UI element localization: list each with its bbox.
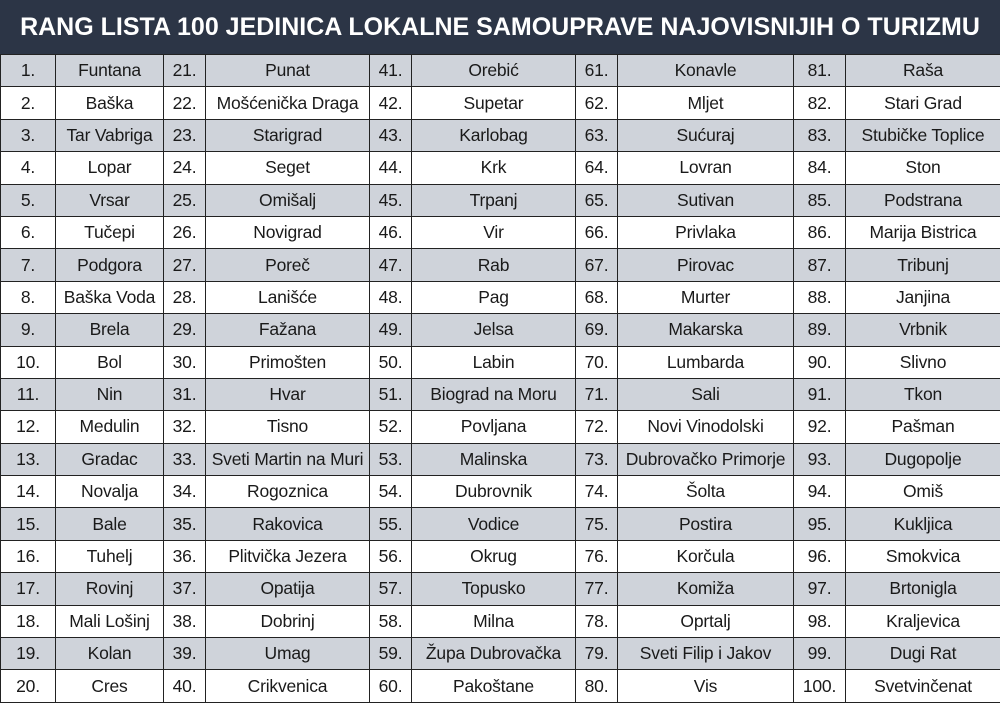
rank-number: 100. [794,670,846,702]
rank-number: 70. [576,346,618,378]
rank-number: 54. [370,476,412,508]
municipality-name: Sveti Martin na Muri [206,443,370,475]
rank-number: 2. [1,87,56,119]
rank-number: 15. [1,508,56,540]
ranking-table-body [1,55,1000,703]
rank-number: 33. [164,443,206,475]
rank-number: 44. [370,152,412,184]
municipality-name: Makarska [618,314,794,346]
rank-number: 73. [576,443,618,475]
rank-number: 97. [794,573,846,605]
rank-number: 81. [794,55,846,87]
municipality-name: Rovinj [56,573,164,605]
table-row [1,378,1000,410]
municipality-name: Baška [56,87,164,119]
rank-number: 74. [576,476,618,508]
rank-number: 27. [164,249,206,281]
rank-number: 83. [794,119,846,151]
rank-number: 86. [794,216,846,248]
municipality-name: Dugopolje [846,443,1000,475]
rank-number: 20. [1,670,56,702]
table-row [1,508,1000,540]
rank-number: 8. [1,281,56,313]
municipality-name: Plitvička Jezera [206,540,370,572]
rank-number: 62. [576,87,618,119]
rank-number: 80. [576,670,618,702]
municipality-name: Lanišće [206,281,370,313]
rank-number: 66. [576,216,618,248]
municipality-name: Bol [56,346,164,378]
rank-number: 98. [794,605,846,637]
municipality-name: Pakoštane [412,670,576,702]
rank-number: 9. [1,314,56,346]
table-row [1,605,1000,637]
rank-number: 82. [794,87,846,119]
municipality-name: Crikvenica [206,670,370,702]
rank-number: 36. [164,540,206,572]
rank-number: 84. [794,152,846,184]
municipality-name: Trpanj [412,184,576,216]
rank-number: 7. [1,249,56,281]
rank-number: 41. [370,55,412,87]
municipality-name: Brela [56,314,164,346]
municipality-name: Gradac [56,443,164,475]
municipality-name: Okrug [412,540,576,572]
rank-number: 32. [164,411,206,443]
municipality-name: Bale [56,508,164,540]
municipality-name: Pašman [846,411,1000,443]
municipality-name: Jelsa [412,314,576,346]
municipality-name: Rogoznica [206,476,370,508]
municipality-name: Rab [412,249,576,281]
rank-number: 76. [576,540,618,572]
rank-number: 71. [576,378,618,410]
rank-number: 52. [370,411,412,443]
municipality-name: Topusko [412,573,576,605]
municipality-name: Ston [846,152,1000,184]
municipality-name: Murter [618,281,794,313]
table-row [1,55,1000,87]
rank-number: 75. [576,508,618,540]
municipality-name: Milna [412,605,576,637]
municipality-name: Novi Vinodolski [618,411,794,443]
municipality-name: Karlobag [412,119,576,151]
rank-number: 96. [794,540,846,572]
rank-number: 35. [164,508,206,540]
municipality-name: Sveti Filip i Jakov [618,638,794,670]
rank-number: 37. [164,573,206,605]
rank-number: 56. [370,540,412,572]
rank-number: 49. [370,314,412,346]
rank-number: 65. [576,184,618,216]
municipality-name: Hvar [206,378,370,410]
rank-number: 63. [576,119,618,151]
table-row [1,443,1000,475]
municipality-name: Kukljica [846,508,1000,540]
municipality-name: Novigrad [206,216,370,248]
municipality-name: Sućuraj [618,119,794,151]
municipality-name: Stari Grad [846,87,1000,119]
rank-number: 23. [164,119,206,151]
municipality-name: Župa Dubrovačka [412,638,576,670]
rank-number: 64. [576,152,618,184]
rank-number: 61. [576,55,618,87]
table-row [1,476,1000,508]
municipality-name: Poreč [206,249,370,281]
municipality-name: Dugi Rat [846,638,1000,670]
table-row [1,152,1000,184]
municipality-name: Novalja [56,476,164,508]
rank-number: 21. [164,55,206,87]
rank-number: 53. [370,443,412,475]
rank-number: 22. [164,87,206,119]
municipality-name: Lumbarda [618,346,794,378]
municipality-name: Vis [618,670,794,702]
municipality-name: Marija Bistrica [846,216,1000,248]
municipality-name: Smokvica [846,540,1000,572]
municipality-name: Janjina [846,281,1000,313]
table-row [1,638,1000,670]
rank-number: 38. [164,605,206,637]
rank-number: 91. [794,378,846,410]
rank-number: 18. [1,605,56,637]
rank-number: 42. [370,87,412,119]
municipality-name: Tučepi [56,216,164,248]
municipality-name: Funtana [56,55,164,87]
municipality-name: Malinska [412,443,576,475]
rank-number: 51. [370,378,412,410]
rank-number: 90. [794,346,846,378]
municipality-name: Kolan [56,638,164,670]
rank-number: 85. [794,184,846,216]
municipality-name: Medulin [56,411,164,443]
municipality-name: Mali Lošinj [56,605,164,637]
table-row [1,119,1000,151]
table-row [1,540,1000,572]
rank-number: 3. [1,119,56,151]
municipality-name: Vrsar [56,184,164,216]
municipality-name: Nin [56,378,164,410]
rank-number: 78. [576,605,618,637]
rank-number: 58. [370,605,412,637]
rank-number: 55. [370,508,412,540]
municipality-name: Starigrad [206,119,370,151]
rank-number: 39. [164,638,206,670]
municipality-name: Pag [412,281,576,313]
table-row [1,87,1000,119]
table-row [1,184,1000,216]
rank-number: 29. [164,314,206,346]
page-title: RANG LISTA 100 JEDINICA LOKALNE SAMOUPRAVE NAJOVISNIJIH O TURIZMU [0,0,1000,54]
municipality-name: Primošten [206,346,370,378]
municipality-name: Tribunj [846,249,1000,281]
rank-number: 26. [164,216,206,248]
table-row [1,573,1000,605]
municipality-name: Komiža [618,573,794,605]
municipality-name: Podgora [56,249,164,281]
municipality-name: Baška Voda [56,281,164,313]
municipality-name: Tuhelj [56,540,164,572]
municipality-name: Umag [206,638,370,670]
rank-number: 87. [794,249,846,281]
rank-number: 77. [576,573,618,605]
rank-number: 14. [1,476,56,508]
rank-number: 40. [164,670,206,702]
rank-number: 72. [576,411,618,443]
municipality-name: Rakovica [206,508,370,540]
rank-number: 6. [1,216,56,248]
municipality-name: Lovran [618,152,794,184]
rank-number: 30. [164,346,206,378]
municipality-name: Privlaka [618,216,794,248]
rank-number: 10. [1,346,56,378]
rank-number: 45. [370,184,412,216]
rank-number: 5. [1,184,56,216]
municipality-name: Postira [618,508,794,540]
municipality-name: Seget [206,152,370,184]
municipality-name: Labin [412,346,576,378]
municipality-name: Slivno [846,346,1000,378]
rank-number: 94. [794,476,846,508]
municipality-name: Sali [618,378,794,410]
rank-number: 47. [370,249,412,281]
table-row [1,249,1000,281]
municipality-name: Omišalj [206,184,370,216]
table-row [1,314,1000,346]
municipality-name: Krk [412,152,576,184]
table-row [1,411,1000,443]
rank-number: 34. [164,476,206,508]
municipality-name: Vir [412,216,576,248]
ranking-table [0,54,1000,703]
municipality-name: Konavle [618,55,794,87]
rank-number: 1. [1,55,56,87]
rank-number: 24. [164,152,206,184]
municipality-name: Cres [56,670,164,702]
municipality-name: Omiš [846,476,1000,508]
rank-number: 50. [370,346,412,378]
rank-number: 25. [164,184,206,216]
rank-number: 48. [370,281,412,313]
table-row [1,281,1000,313]
rank-number: 17. [1,573,56,605]
municipality-name: Tar Vabriga [56,119,164,151]
rank-number: 95. [794,508,846,540]
rank-number: 60. [370,670,412,702]
rank-number: 43. [370,119,412,151]
municipality-name: Svetvinčenat [846,670,1000,702]
municipality-name: Raša [846,55,1000,87]
rank-number: 59. [370,638,412,670]
municipality-name: Dobrinj [206,605,370,637]
municipality-name: Podstrana [846,184,1000,216]
rank-number: 11. [1,378,56,410]
municipality-name: Fažana [206,314,370,346]
municipality-name: Tkon [846,378,1000,410]
municipality-name: Dubrovačko Primorje [618,443,794,475]
municipality-name: Punat [206,55,370,87]
municipality-name: Mošćenička Draga [206,87,370,119]
table-row [1,346,1000,378]
rank-number: 31. [164,378,206,410]
municipality-name: Tisno [206,411,370,443]
municipality-name: Kraljevica [846,605,1000,637]
municipality-name: Korčula [618,540,794,572]
rank-number: 89. [794,314,846,346]
rank-number: 92. [794,411,846,443]
municipality-name: Vodice [412,508,576,540]
municipality-name: Orebić [412,55,576,87]
rank-number: 99. [794,638,846,670]
municipality-name: Dubrovnik [412,476,576,508]
rank-number: 88. [794,281,846,313]
municipality-name: Pirovac [618,249,794,281]
municipality-name: Biograd na Moru [412,378,576,410]
rank-number: 69. [576,314,618,346]
rank-number: 28. [164,281,206,313]
table-row [1,670,1000,702]
municipality-name: Sutivan [618,184,794,216]
municipality-name: Šolta [618,476,794,508]
rank-number: 93. [794,443,846,475]
rank-number: 19. [1,638,56,670]
municipality-name: Stubičke Toplice [846,119,1000,151]
municipality-name: Supetar [412,87,576,119]
municipality-name: Oprtalj [618,605,794,637]
rank-number: 57. [370,573,412,605]
rank-number: 4. [1,152,56,184]
rank-number: 12. [1,411,56,443]
municipality-name: Povljana [412,411,576,443]
rank-number: 79. [576,638,618,670]
rank-number: 16. [1,540,56,572]
municipality-name: Brtonigla [846,573,1000,605]
rank-number: 67. [576,249,618,281]
municipality-name: Lopar [56,152,164,184]
rank-number: 46. [370,216,412,248]
rank-number: 13. [1,443,56,475]
municipality-name: Vrbnik [846,314,1000,346]
rank-number: 68. [576,281,618,313]
municipality-name: Mljet [618,87,794,119]
municipality-name: Opatija [206,573,370,605]
table-row [1,216,1000,248]
